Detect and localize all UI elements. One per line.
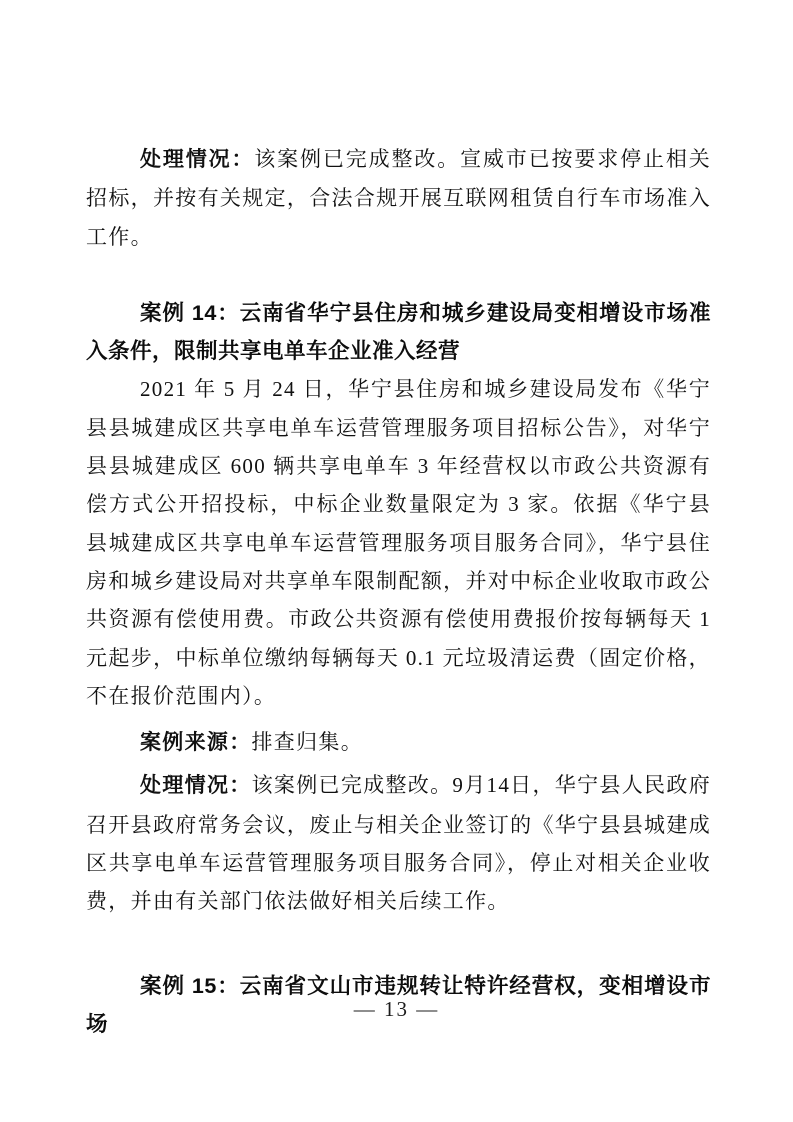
page-number: — 13 — [353,997,440,1021]
case14-handling-label: 处理情况： [140,774,252,798]
case14-body-paragraph: 2021 年 5 月 24 日，华宁县住房和城乡建设局发布《华宁县县城建成区共享电单车运营管理服务项目招标公告》，对华宁县县城建成区 600 辆共享电单车 3 年经营权以市政公共资源有偿方式公开招投标，中标企业数量限定为 3 家。依据《华宁县县城建成区共享电单车运营管理服务项目服务合同》，华宁县住房和城乡建设局对共享单车限制配额，并对中标企业收取市政公共资源有偿使用费。市政公共资源有偿使用费报价按每辆每天 1 元起步，中标单位缴纳每辆每天 0.1 元垃圾清运费（固定价格，不在报价范围内）。 [86,377,711,708]
case14-heading: 案例 14：云南省华宁县住房和城乡建设局变相增设市场准入条件，限制共享电单车企业准入经营 [86,300,711,364]
case15-heading: 案例 15：云南省文山市违规转让特许经营权，变相增设市场 [86,973,711,1036]
case14-source-label: 案例来源： [140,731,252,755]
case13-handling-text: 该案例已完成整改。宣威市已按要求停止相关招标，并按有关规定，合法合规开展互联网租赁自行车市场准入工作。 [86,147,711,249]
document-content [86,140,711,1043]
case14-handling-text: 该案例已完成整改。9月14日，华宁县人民政府召开县政府常务会议，废止与相关企业签订的《华宁县县城建成区共享电单车运营管理服务项目服务合同》，停止对相关企业收费，并由有关部门依法做好相关后续工作。 [86,773,711,914]
case13-handling-label: 处理情况： [140,148,255,171]
case14-source-paragraph [86,723,711,762]
case13-handling-paragraph [86,140,711,256]
case14-source-text: 排查归集。 [251,730,363,755]
case14-handling-paragraph [86,766,711,920]
